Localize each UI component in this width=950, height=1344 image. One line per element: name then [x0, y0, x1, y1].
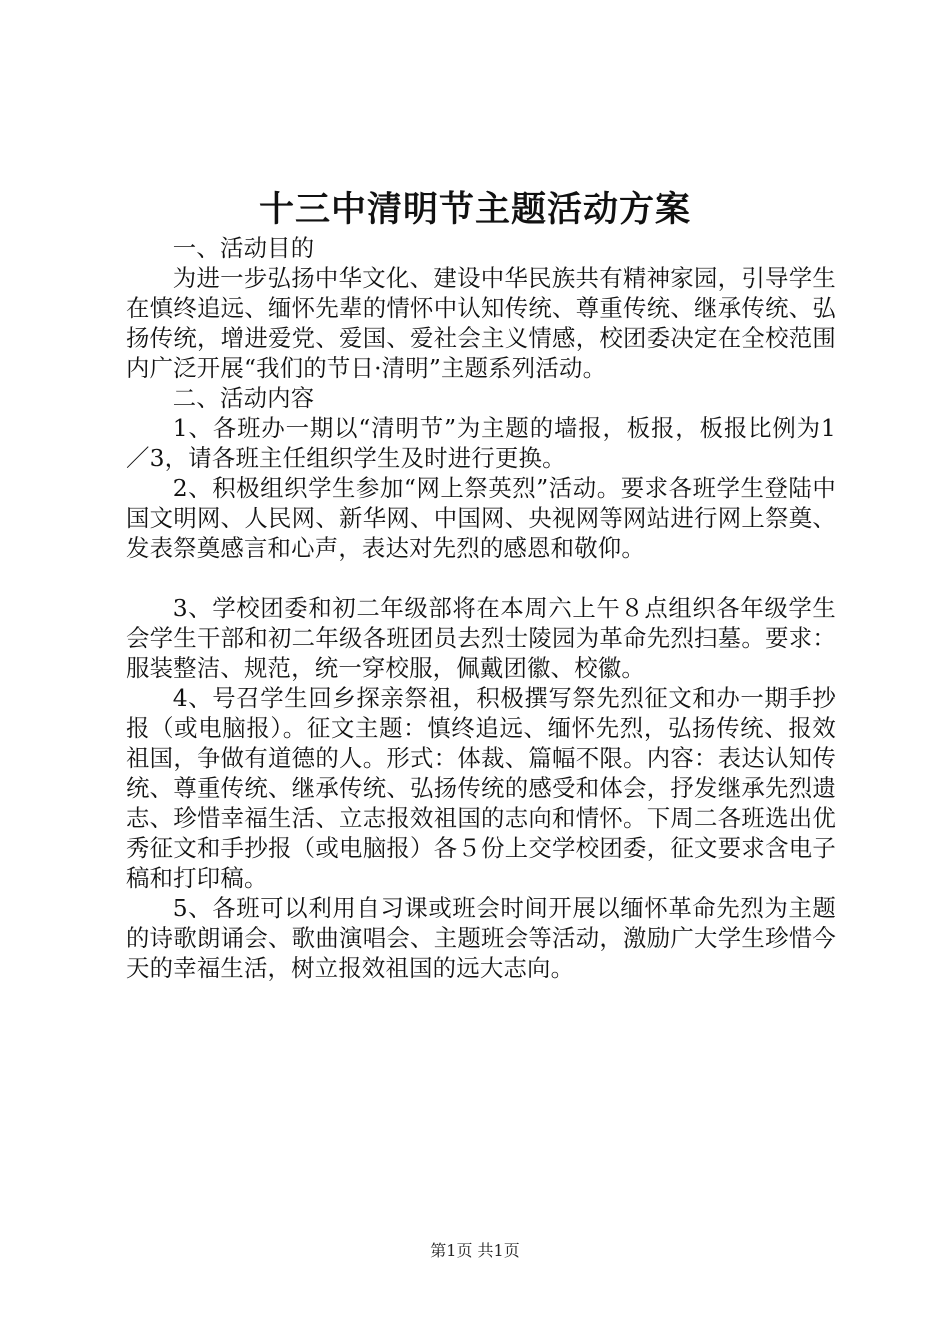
page-footer: 第1页 共1页 [430, 1241, 520, 1260]
paragraph-item-4: 4、号召学生回乡探亲祭祖，积极撰写祭先烈征文和办一期手抄报（或电脑报）。征文主题：慎终追远、缅怀先烈，弘扬传统、报效祖国，争做有道德的人。形式：体裁、篇幅不限。内容：表达认知传统、尊重传统、继承传统、弘扬传统的感受和体会，抒发继承先烈遗志、珍惜幸福生活、立志报效祖国的志向和情怀。下周二各班选出优秀征文和手抄报（或电脑报）各５份上交学校团委，征文要求含电子稿和打印稿。 [126, 684, 836, 892]
paragraph-purpose: 为进一步弘扬中华文化、建设中华民族共有精神家园，引导学生在慎终追远、缅怀先辈的情怀中认知传统、尊重传统、继承传统、弘扬传统，增进爱党、爱国、爱社会主义情感，校团委决定在全校范围内广泛开展“我们的节日·清明”主题系列活动。 [126, 264, 836, 382]
document-title: 十三中清明节主题活动方案 [258, 189, 691, 230]
paragraph-item-3: 3、学校团委和初二年级部将在本周六上午８点组织各年级学生会学生干部和初二年级各班团员去烈士陵园为革命先烈扫墓。要求：服装整洁、规范，统一穿校服，佩戴团徽、校徽。 [126, 594, 836, 682]
paragraph-item-5: 5、各班可以利用自习课或班会时间开展以缅怀革命先烈为主题的诗歌朗诵会、歌曲演唱会、主题班会等活动，激励广大学生珍惜今天的幸福生活，树立报效祖国的远大志向。 [126, 894, 836, 982]
section-heading-purpose: 一、活动目的 [172, 234, 315, 262]
paragraph-item-1: 1、各班办一期以“清明节”为主题的墙报，板报，板报比例为1／3，请各班主任组织学生及时进行更换。 [126, 414, 836, 472]
paragraph-item-2: 2、积极组织学生参加“网上祭英烈”活动。要求各班学生登陆中国文明网、人民网、新华网、中国网、央视网等网站进行网上祭奠、发表祭奠感言和心声，表达对先烈的感恩和敬仰。 [126, 474, 836, 562]
section-heading-content: 二、活动内容 [172, 384, 315, 412]
document-body [126, 233, 836, 983]
